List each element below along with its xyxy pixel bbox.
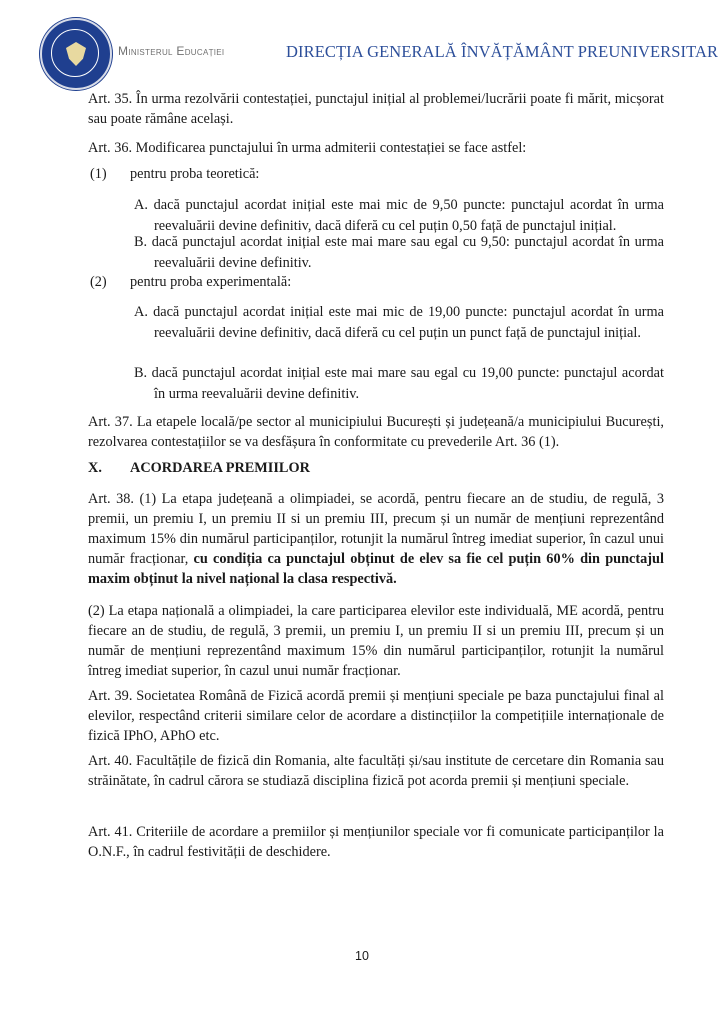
page-number: 10: [355, 949, 369, 963]
article-38-paragraph-2: (2) La etapa națională a olimpiadei, la care participarea elevilor este individuală, ME acordă, pentru fiecare an de studiu, de regulă, 3 premii, un premiu I, un premiu II si un premiu III, precum și un număr de mențiuni reprezentând maximum 15% din numărul participanților, rotunjit la numărul întreg imediat superior, în cazul unui număr fracționar.: [88, 603, 664, 679]
government-logo: [40, 18, 112, 90]
subsection-number: (1): [90, 166, 107, 182]
section-heading: [88, 460, 310, 477]
list-item-b: B. dacă punctajul acordat inițial este mai mare sau egal cu 9,50: punctajul acordat în urma reevaluării devine definitiv.: [134, 234, 664, 271]
article-38-bold-condition: cu condiția ca punctajul obținut de elev sa fie cel puțin 60% din punctajul maxim obținut la nivel național la clasa respectivă.: [88, 551, 664, 587]
article-38-paragraph-1: [88, 489, 664, 589]
list-item-a: A. dacă punctajul acordat inițial este mai mic de 19,00 puncte: punctajul acordat în urma reevaluării devine definitiv, dacă diferă cu cel puțin un punct față de punctajul inițial.: [134, 304, 664, 341]
subsection-label: pentru proba experimentală:: [130, 274, 292, 290]
section-title: ACORDAREA PREMIILOR: [130, 460, 310, 476]
section-number: X.: [88, 460, 102, 476]
ministry-name: Ministerul Educației: [118, 44, 225, 58]
list-item-a: A. dacă punctajul acordat inițial este mai mic de 9,50 puncte: punctajul acordat în urma reevaluării devine definitiv, dacă diferă cu cel puțin 0,50 față de punctajul inițial.: [134, 197, 664, 234]
list-item-b: B. dacă punctajul acordat inițial este mai mare sau egal cu 19,00 puncte: punctajul acordat în urma reevaluării devine definitiv.: [134, 365, 664, 402]
article-41: Art. 41. Criteriile de acordare a premiilor și mențiunilor speciale vor fi comunicate participanților la O.N.F., în cadrul festivității de deschidere.: [88, 824, 664, 860]
article-38-text: Art. 38. (1) La etapa județeană a olimpiadei, se acordă, pentru fiecare an de studiu, de regulă, 3 premii, un premiu I, un premiu II si un premiu III, precum și un număr de mențiuni reprezentând maximum 15% din numărul participanților, rotunjit la numărul întreg imediat superior, în cazul unui număr fracționar,: [88, 491, 664, 567]
direction-title: DIRECȚIA GENERALĂ ÎNVĂȚĂMÂNT PREUNIVERSITAR: [286, 42, 719, 61]
article-35: Art. 35. În urma rezolvării contestației, punctajul inițial al problemei/lucrării poate fi mărit, micșorat sau poate rămâne același.: [88, 91, 664, 127]
article-36-intro: Art. 36. Modificarea punctajului în urma admiterii contestației se face astfel:: [88, 140, 527, 156]
article-39: Art. 39. Societatea Română de Fizică acordă premii și mențiuni speciale pe baza punctajului final al elevilor, respectând criterii similare celor de acordare a distincțiilor la competițiile internaționale de fizică IPhO, APhO etc.: [88, 688, 664, 744]
article-40: Art. 40. Facultățile de fizică din Romania, alte facultăți și/sau institute de cercetare din Romania sau străinătate, în cadrul cărora se studiază disciplina fizică pot acorda premii și mențiuni speciale.: [88, 753, 664, 789]
subsection-label: pentru proba teoretică:: [130, 166, 260, 182]
article-37: Art. 37. La etapele locală/pe sector al municipiului București și județeană/a municipiului București, rezolvarea contestațiilor se va desfășura în conformitate cu prevederile Art. 36 (1).: [88, 414, 664, 450]
subsection-number: (2): [90, 274, 107, 290]
